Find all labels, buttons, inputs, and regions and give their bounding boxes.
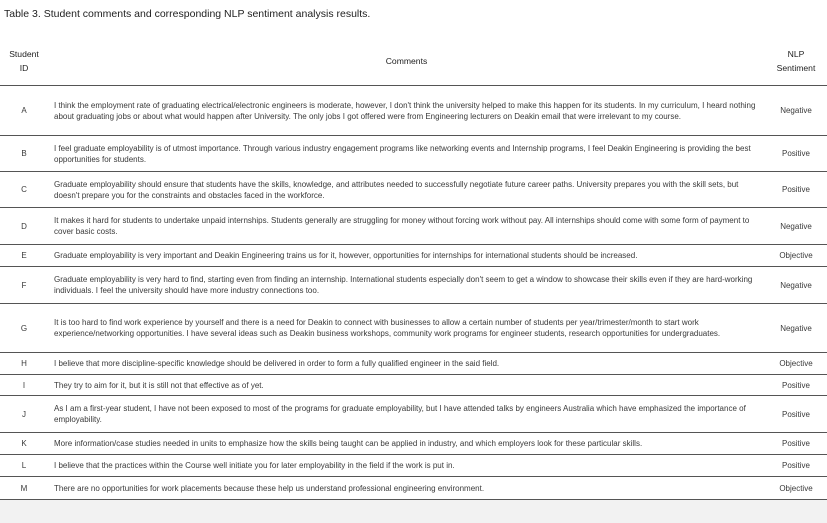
sentiment-value: Positive: [765, 433, 827, 455]
table-row: [0, 396, 827, 433]
header-student-id: Student ID: [0, 36, 48, 86]
sentiment-value: Positive: [765, 172, 827, 208]
student-id: F: [0, 267, 48, 304]
comment-text: I believe that the practices within the Course well initiate you for later employability in the field if the work is put in.: [48, 455, 765, 477]
table-header-row: [0, 36, 827, 86]
sentiment-value: Positive: [765, 455, 827, 477]
comment-text: Graduate employability is very important and Deakin Engineering trains us for it, however, opportunities for internships for international students should be increased.: [48, 245, 765, 267]
comment-text: More information/case studies needed in units to emphasize how the skills being taught can be applied in industry, and which employers look for these particular skills.: [48, 433, 765, 455]
table-row: [0, 353, 827, 375]
student-id: M: [0, 477, 48, 500]
table-row: [0, 375, 827, 396]
comment-text: There are no opportunities for work placements because these help us understand professional engineering environment.: [48, 477, 765, 500]
student-id: K: [0, 433, 48, 455]
sentiment-value: Positive: [765, 396, 827, 433]
table-caption: Table 3. Student comments and corresponding NLP sentiment analysis results.: [4, 8, 371, 20]
student-id: I: [0, 375, 48, 396]
sentiment-value: Objective: [765, 353, 827, 375]
student-id: D: [0, 208, 48, 245]
sentiment-value: Negative: [765, 86, 827, 136]
header-comments: Comments: [48, 36, 765, 86]
table-row: [0, 172, 827, 208]
comment-text: It is too hard to find work experience by yourself and there is a need for Deakin to connect with businesses to allow a certain number of students per year/trimester/month to start work experience/networking opportunities. I have several ideas such as Deakin business workshops, community work programs for engineer students, research opportunities for undergraduates.: [48, 304, 765, 353]
student-id: J: [0, 396, 48, 433]
comment-text: As I am a first-year student, I have not been exposed to most of the programs for graduate employability, but I have attended talks by engineers Australia which have emphasized the importance of employability.: [48, 396, 765, 433]
student-id: B: [0, 136, 48, 172]
sentiment-value: Objective: [765, 245, 827, 267]
student-id: C: [0, 172, 48, 208]
table-row: [0, 477, 827, 500]
comment-text: It makes it hard for students to undertake unpaid internships. Students generally are struggling for money without forcing work without pay. All internships should come with some form of payment to cover basic costs.: [48, 208, 765, 245]
table-row: [0, 245, 827, 267]
sentiment-value: Negative: [765, 267, 827, 304]
comment-text: Graduate employability is very hard to find, starting even from finding an internship. International students especially don't seem to get a window to showcase their skills even if they are hard-working individuals. I feel the university should have more industry connections too.: [48, 267, 765, 304]
student-id: L: [0, 455, 48, 477]
student-id: A: [0, 86, 48, 136]
table-row: [0, 208, 827, 245]
student-id: H: [0, 353, 48, 375]
sentiment-table: [0, 36, 827, 500]
sentiment-value: Positive: [765, 136, 827, 172]
student-id: G: [0, 304, 48, 353]
sentiment-value: Positive: [765, 375, 827, 396]
comment-text: I believe that more discipline-specific knowledge should be delivered in order to form a fully qualified engineer in the said field.: [48, 353, 765, 375]
student-id: E: [0, 245, 48, 267]
table-container: [0, 36, 827, 523]
comment-text: I think the employment rate of graduating electrical/electronic engineers is moderate, however, I don't think the university helped to make this happen for its students. In my curriculum, I heard nothing about graduating jobs or about what would happen after University. The only jobs I got offered were from Engineering lecturers on Deakin email that were irrelevant to my course.: [48, 86, 765, 136]
comment-text: I feel graduate employability is of utmost importance. Through various industry engagement programs like networking events and Internship programs, I feel Deakin Engineering is providing the best opportunities for students.: [48, 136, 765, 172]
sentiment-value: Objective: [765, 477, 827, 500]
header-nlp-sentiment: NLP Sentiment: [765, 36, 827, 86]
comment-text: Graduate employability should ensure that students have the skills, knowledge, and attributes needed to successfully negotiate future career paths. University prepares you with the skill sets, but doesn't prepare you for the constraints and obstacles faced in the workforce.: [48, 172, 765, 208]
table-row: [0, 86, 827, 136]
table-row: [0, 433, 827, 455]
sentiment-value: Negative: [765, 304, 827, 353]
sentiment-value: Negative: [765, 208, 827, 245]
table-row: [0, 304, 827, 353]
table-row: [0, 136, 827, 172]
comment-text: They try to aim for it, but it is still not that effective as of yet.: [48, 375, 765, 396]
table-row: [0, 267, 827, 304]
table-row: [0, 455, 827, 477]
